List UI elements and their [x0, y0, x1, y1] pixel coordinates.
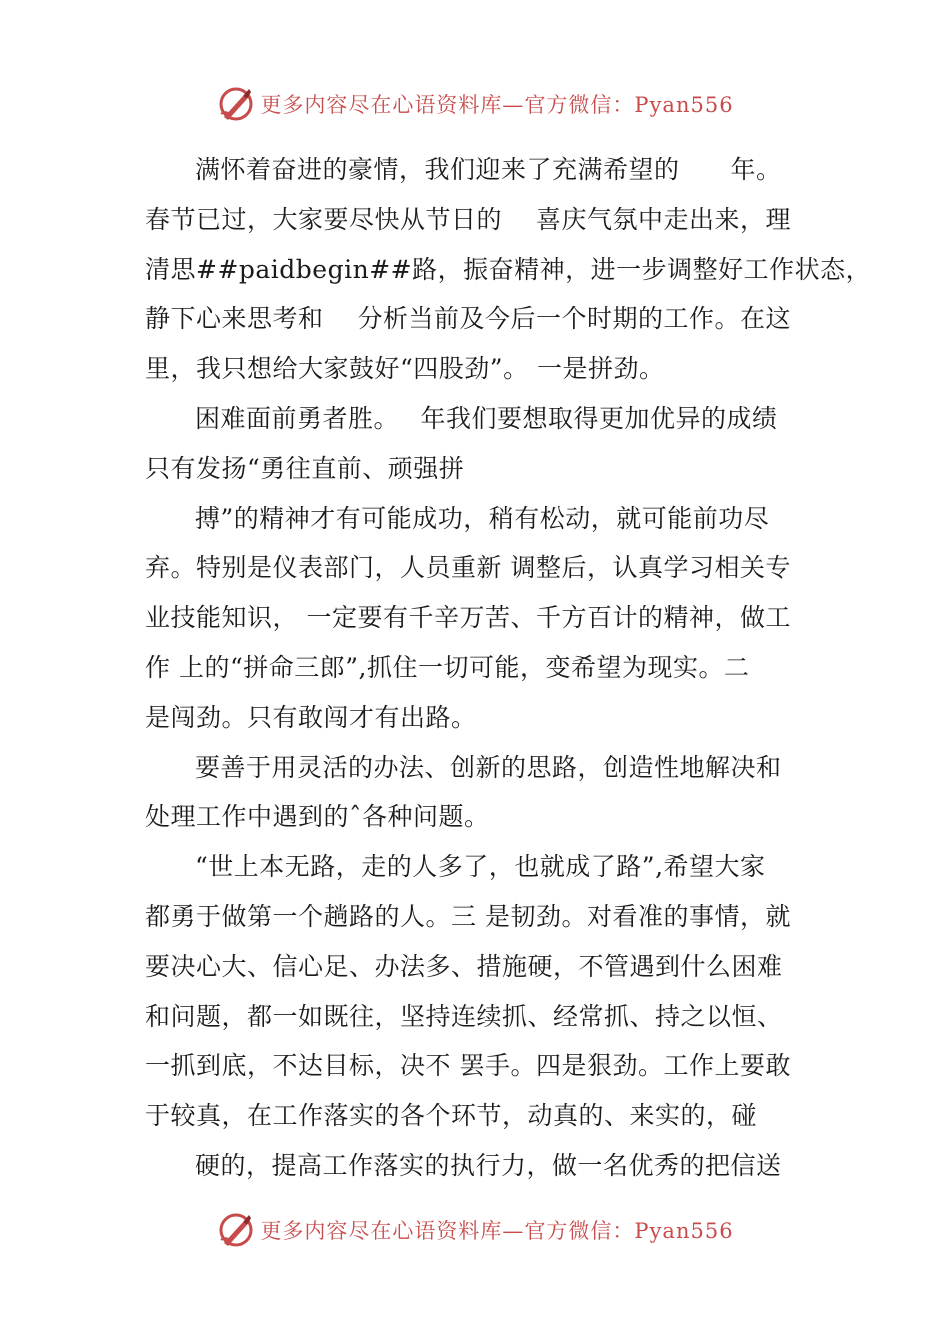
body-line: 处理工作中遇到的ˆ各种问题。: [145, 802, 490, 832]
body-line: “世上本无路，走的人多了，也就成了路”,希望大家: [195, 852, 766, 882]
header-site-text: 更多内容尽在心语资料库—: [260, 93, 525, 117]
document-body: [145, 145, 872, 1191]
header-banner: [0, 82, 950, 126]
body-line: 一抓到底，不达目标，决不 罢手。四是狠劲。工作上要敢: [145, 1051, 791, 1081]
pen-in-circle-logo-icon: [216, 84, 256, 124]
body-line: 要决心大、信心足、办法多、措施硬，不管遇到什么困难: [145, 951, 783, 981]
body-line: 和问题，都一如既往，坚持连续抓、经常抓、持之以恒、: [145, 1001, 783, 1031]
body-line: 静下心来思考和 分析当前及今后一个时期的工作。在这: [145, 304, 791, 334]
body-line: 困难面前勇者胜。 年我们要想取得更加优异的成绩: [195, 403, 778, 433]
body-line: 是闯劲。只有敢闯才有出路。: [145, 702, 477, 732]
header-contact-text: 官方微信：Pyan556: [524, 93, 734, 117]
footer-site-text: 更多内容尽在心语资料库—: [260, 1219, 525, 1243]
footer-contact-text: 官方微信：Pyan556: [524, 1219, 734, 1243]
body-line: 搏”的精神才有可能成功，稍有松动，就可能前功尽: [195, 503, 770, 533]
body-line: 只有发扬“勇往直前、顽强拼: [145, 453, 465, 483]
pen-in-circle-logo-icon: [216, 1210, 256, 1250]
body-line: 要善于用灵活的办法、创新的思路，创造性地解决和: [195, 752, 782, 782]
body-line: 里，我只想给大家鼓好“四股劲”。 一是拼劲。: [145, 354, 665, 384]
body-line: 满怀着奋进的豪情，我们迎来了充满希望的 年。: [195, 155, 782, 184]
body-line: 于较真，在工作落实的各个环节，动真的、来实的，碰: [145, 1101, 758, 1131]
body-line: 作 上的“拼命三郎”,抓住一切可能，变希望为现实。二: [145, 652, 750, 682]
body-line: 硬的，提高工作落实的执行力，做一名优秀的把信送: [195, 1150, 782, 1180]
body-line: 清思##paidbegin##路，振奋精神，进一步调整好工作状态，: [145, 254, 872, 284]
body-line: 业技能知识， 一定要有千辛万苦、千方百计的精神，做工: [145, 603, 791, 633]
footer-banner: [0, 1208, 950, 1252]
body-line: 春节已过，大家要尽快从节日的 喜庆气氛中走出来，理: [145, 204, 791, 234]
body-line: 弃。特别是仪表部门，人员重新 调整后，认真学习相关专: [145, 553, 791, 583]
body-line: 都勇于做第一个趟路的人。三 是韧劲。对看准的事情，就: [145, 901, 791, 931]
